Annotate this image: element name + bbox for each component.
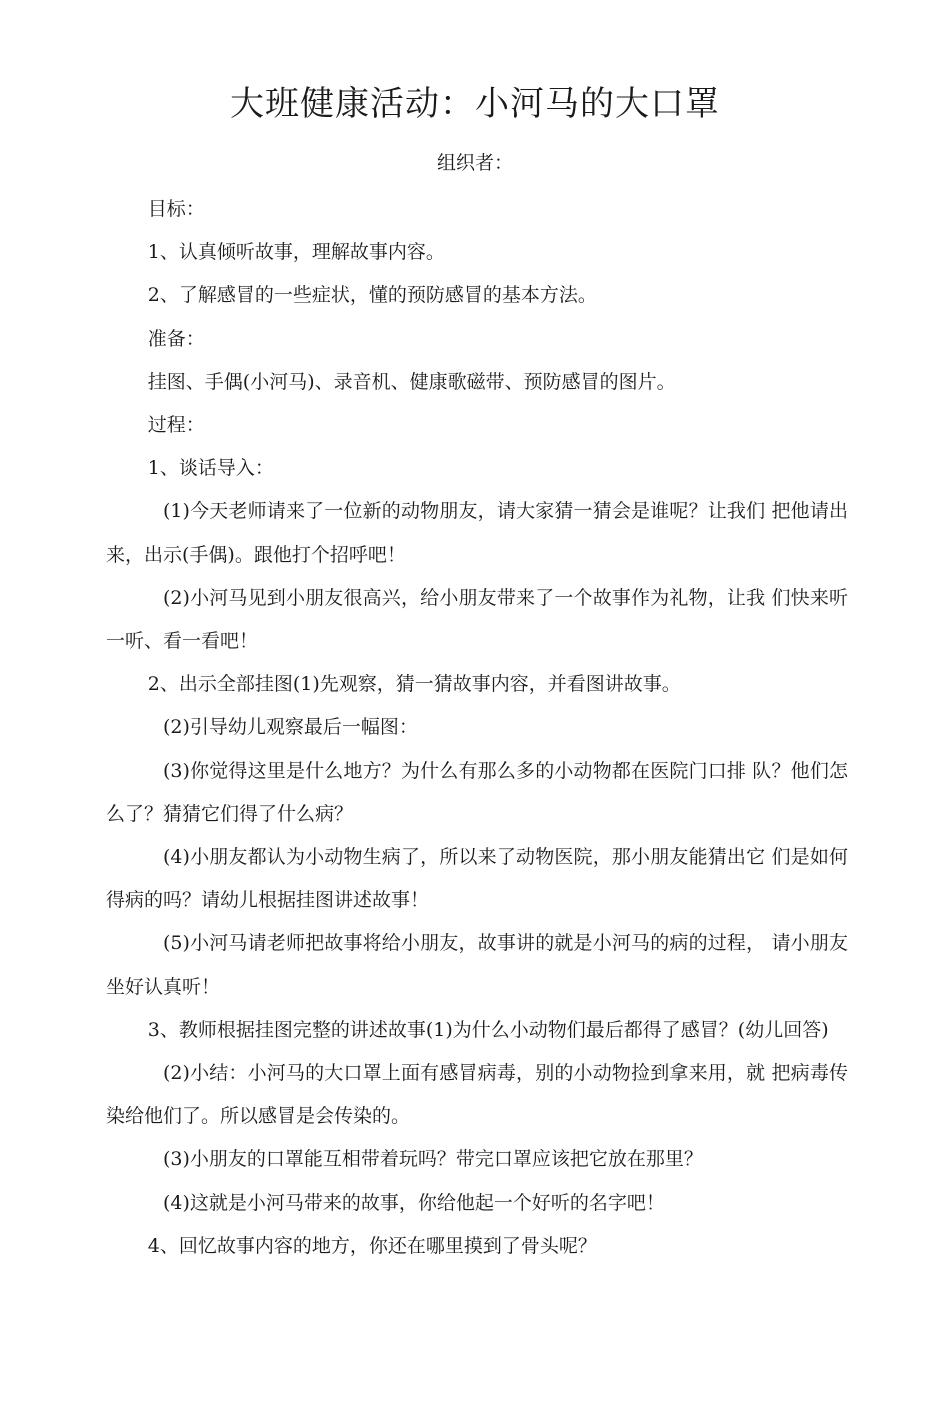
document-title: 大班健康活动：小河马的大口罩 bbox=[230, 84, 720, 124]
section-heading-process: 过程： bbox=[147, 414, 205, 437]
process-step-3: 3、教师根据挂图完整的讲述故事(1)为什么小动物们最后都得了感冒？(幼儿回答) bbox=[147, 1018, 829, 1041]
process-step-3-sub-3: (3)小朋友的口罩能互相带着玩吗？带完口罩应该把它放在那里？ bbox=[163, 1148, 703, 1171]
process-step-2-sub-5: (5)小河马请老师把故事将给小朋友，故事讲的就是小河马的病的过程， 请小朋友坐好认真听！ bbox=[106, 932, 848, 998]
process-step-2-sub-4: (4)小朋友都认为小动物生病了，所以来了动物医院，那小朋友能猜出它 们是如何得病的吗？请幼儿根据挂图讲述故事！ bbox=[106, 846, 848, 912]
process-step-1-sub-1: (1)今天老师请来了一位新的动物朋友，请大家猜一猜会是谁呢？让我们 把他请出来，出示(手偶)。跟他打个招呼吧！ bbox=[106, 500, 848, 566]
goal-item-1: 1、认真倾听故事，理解故事内容。 bbox=[147, 241, 445, 264]
process-step-3-sub-4: (4)这就是小河马带来的故事，你给他起一个好听的名字吧！ bbox=[163, 1191, 665, 1214]
document-body bbox=[106, 188, 848, 1268]
process-step-2-sub-3: (3)你觉得这里是什么地方？为什么有那么多的小动物都在医院门口排 队？他们怎么了？猜猜它们得了什么病？ bbox=[106, 759, 848, 825]
process-step-3-sub-2: (2)小结：小河马的大口罩上面有感冒病毒，别的小动物捡到拿来用，就 把病毒传染给他们了。所以感冒是会传染的。 bbox=[106, 1062, 848, 1128]
process-step-2-sub-2: (2)引导幼儿观察最后一幅图： bbox=[163, 716, 418, 739]
goal-item-2: 2、了解感冒的一些症状，懂的预防感冒的基本方法。 bbox=[147, 284, 597, 307]
organizer-line: 组织者： bbox=[436, 152, 513, 174]
section-heading-preparation: 准备： bbox=[147, 327, 205, 350]
process-step-1-sub-2: (2)小河马见到小朋友很高兴，给小朋友带来了一个故事作为礼物，让我 们快来听一听、看一看吧！ bbox=[106, 586, 848, 653]
section-heading-goals: 目标： bbox=[147, 198, 205, 220]
process-step-2: 2、出示全部挂图(1)先观察，猜一猜故事内容，并看图讲故事。 bbox=[147, 673, 681, 696]
process-step-4: 4、回忆故事内容的地方，你还在哪里摸到了骨头呢？ bbox=[147, 1234, 597, 1257]
preparation-materials: 挂图、手偶(小河马)、录音机、健康歌磁带、预防感冒的图片。 bbox=[147, 370, 676, 393]
process-step-1: 1、谈话导入： bbox=[147, 457, 274, 480]
